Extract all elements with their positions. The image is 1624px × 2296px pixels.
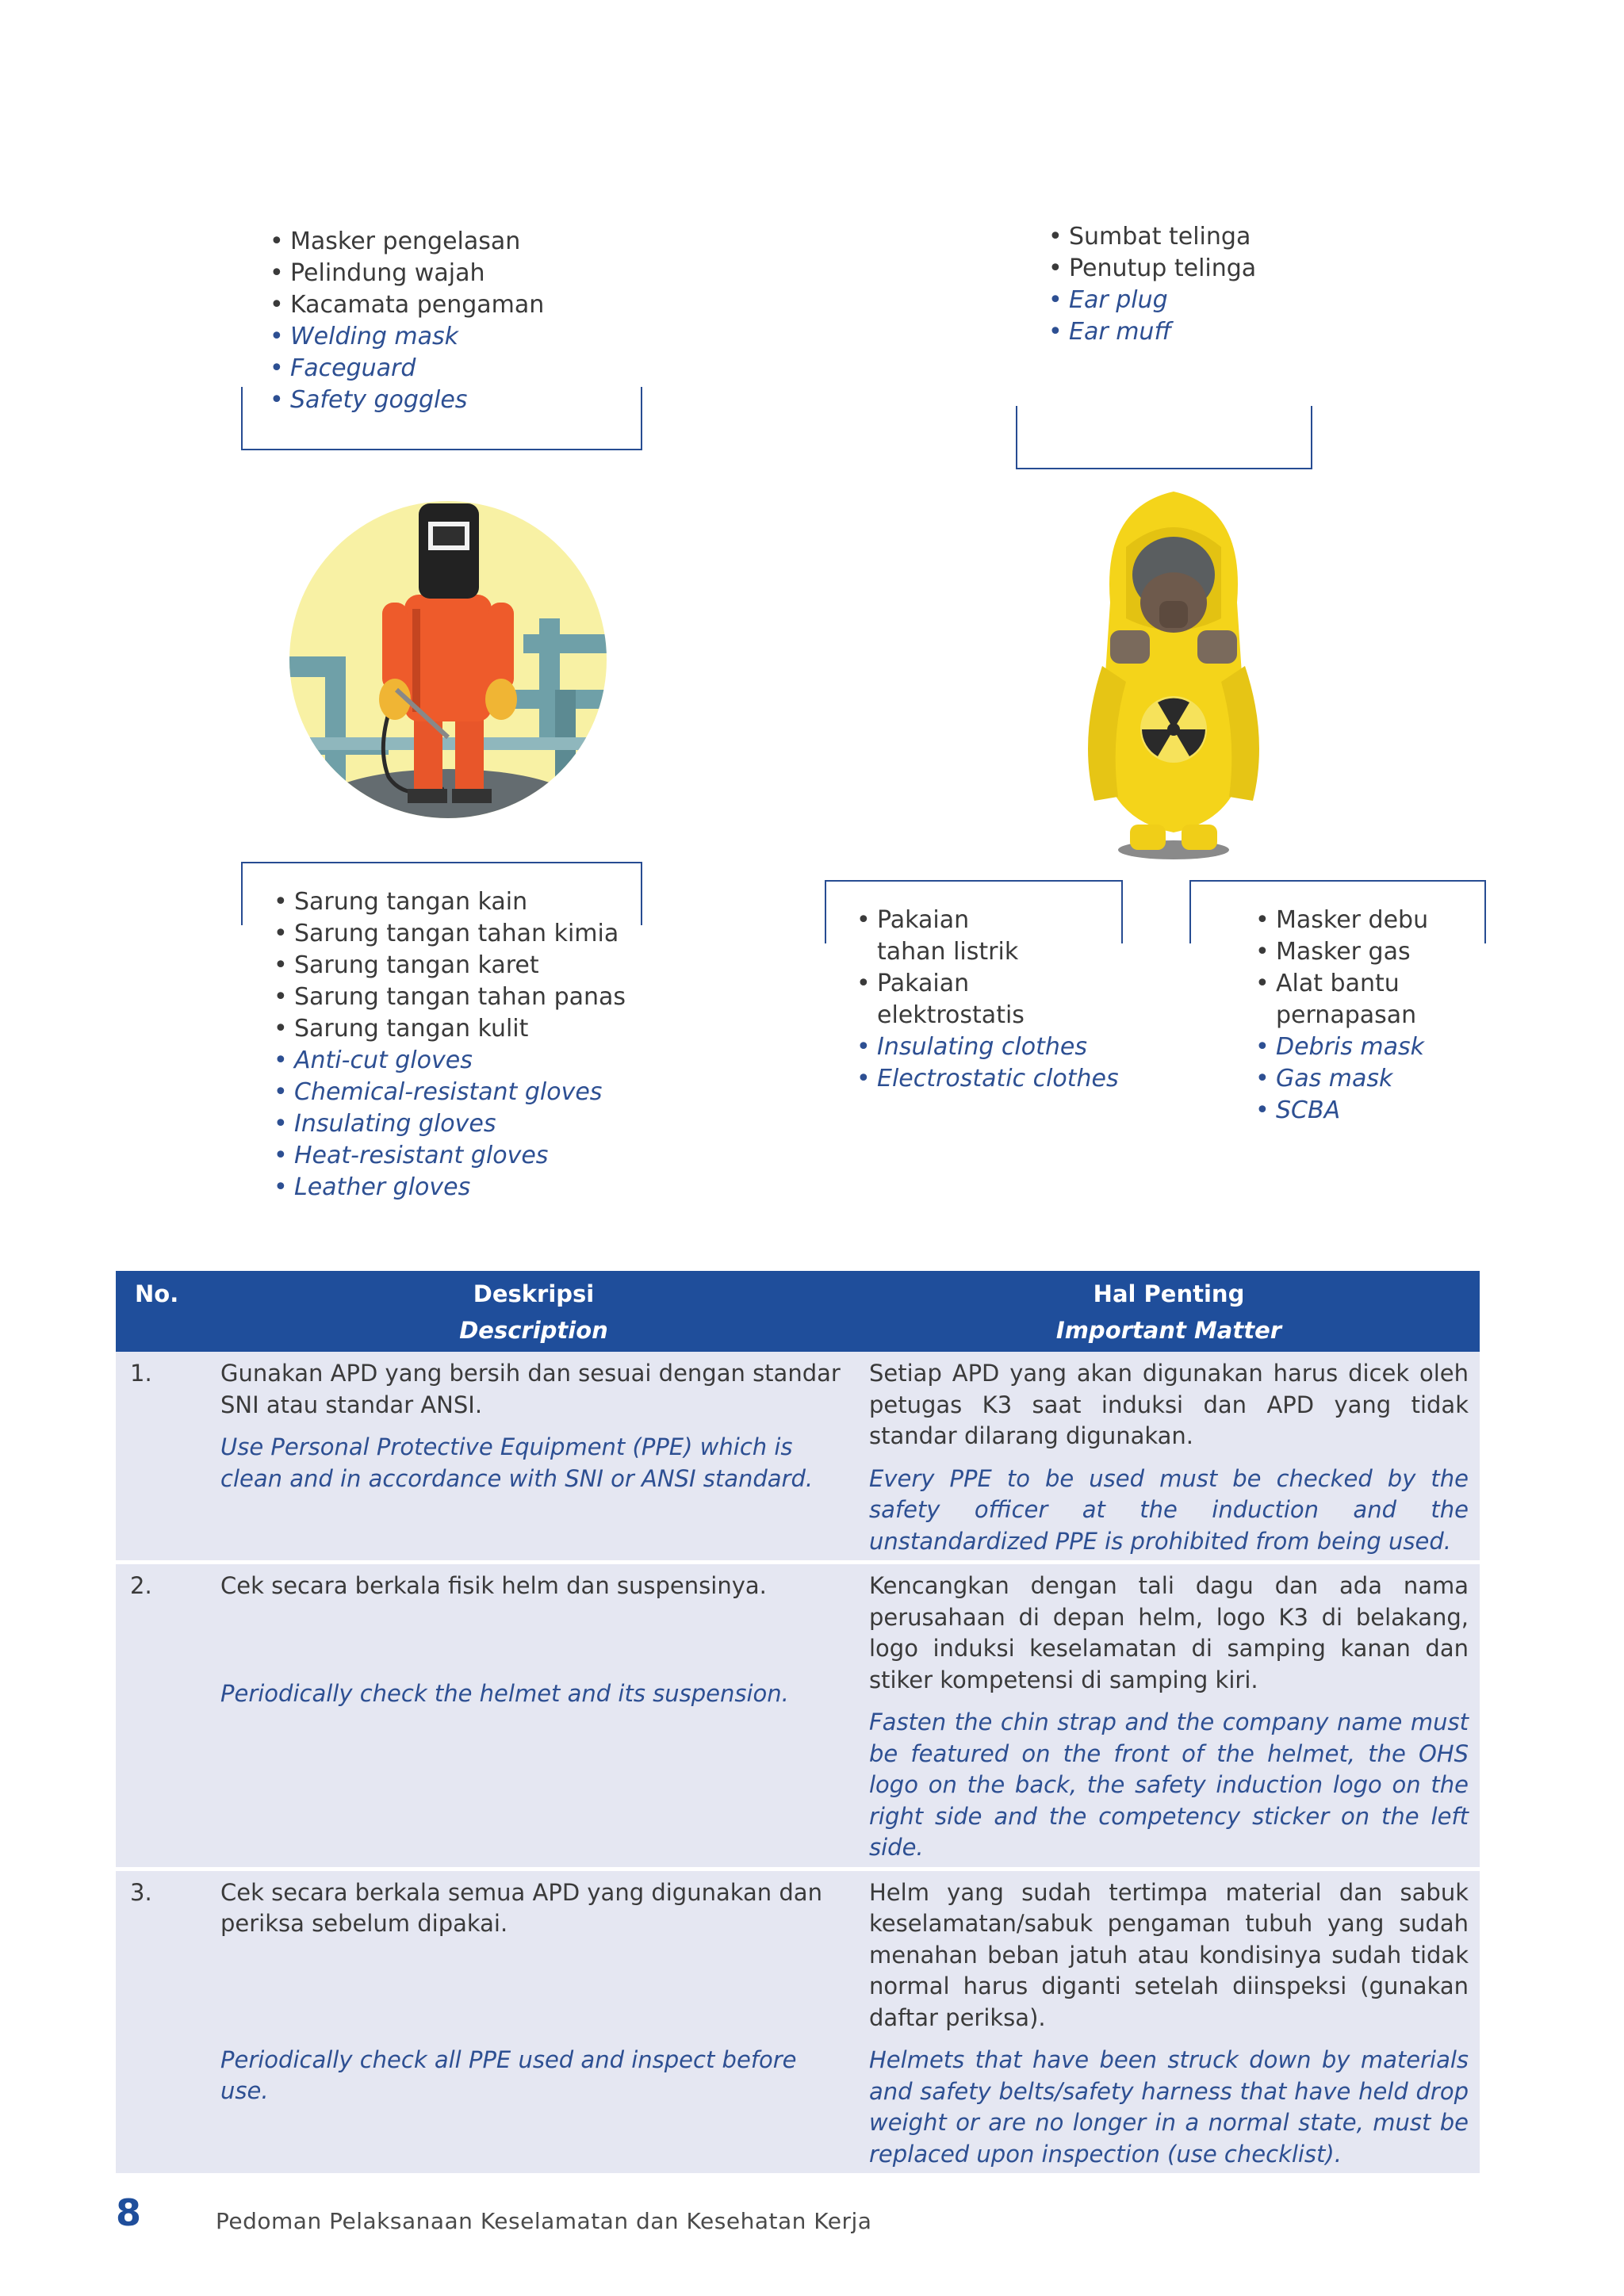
row-important [858, 1869, 1480, 2175]
row-number: 2. [116, 1563, 209, 1869]
list-item: • Sarung tangan tahan panas [274, 982, 626, 1013]
row-description [209, 1563, 858, 1869]
header-description: Deskripsi [209, 1271, 858, 1312]
description-text: Cek secara berkala semua APD yang digunakan dan periksa sebelum dipakai. [220, 1878, 822, 1937]
row-description [209, 1869, 858, 2175]
list-item: • Alat bantu pernapasan [1255, 968, 1450, 1031]
important-text: Setiap APD yang akan digunakan harus dicek oleh petugas K3 saat induksi dan APD yang tidak standar dilarang digunakan. [869, 1360, 1469, 1449]
list-item: • Electrostatic clothes [856, 1063, 1110, 1095]
list-item: • Ear muff [1048, 316, 1256, 348]
row-description [209, 1352, 858, 1563]
important-text-en: Fasten the chin strap and the company name must be featured on the front of the helmet, the OHS logo on the back, the safety induction logo on the right side and the competency sticker on the left side. [869, 1709, 1469, 1861]
list-item: • Pelindung wajah [270, 258, 544, 289]
list-item: • Welding mask [270, 321, 544, 353]
hazmat-suit-illustration [1055, 484, 1293, 864]
list-item: • Chemical-resistant gloves [274, 1077, 626, 1108]
respiratory-list [1255, 905, 1461, 1127]
list-item: • Leather gloves [274, 1172, 626, 1203]
description-text: Gunakan APD yang bersih dan sesuai dengan standar SNI atau standar ANSI. [220, 1360, 841, 1418]
header-no: No. [116, 1271, 209, 1352]
description-text: Cek secara berkala fisik helm dan suspensinya. [220, 1572, 767, 1599]
footer-title: Pedoman Pelaksanaan Keselamatan dan Kesehatan Kerja [216, 2208, 872, 2234]
important-text: Helm yang sudah tertimpa material dan sabuk keselamatan/sabuk pengaman tubuh yang sudah menahan beban jatuh atau kondisinya sudah tidak normal harus diganti setelah diinspeksi (gunakan daftar periksa). [869, 1878, 1469, 2031]
list-item: • Sarung tangan kulit [274, 1013, 626, 1045]
list-item: • Ear plug [1048, 285, 1256, 316]
ppe-guidelines-table [116, 1271, 1480, 2177]
list-item: • Penutup telinga [1048, 253, 1256, 285]
list-item: • Masker gas [1255, 936, 1461, 968]
header-important-matter: Hal Penting [858, 1271, 1480, 1312]
list-item: • Insulating gloves [274, 1108, 626, 1140]
description-text-en: Periodically check the helmet and its suspension. [220, 1679, 789, 1707]
important-text-en: Every PPE to be used must be checked by the safety officer at the induction and the unstandardized PPE is prohibited from being used. [869, 1464, 1469, 1555]
table-row [116, 1869, 1480, 2175]
row-important [858, 1352, 1480, 1563]
list-item: • Masker debu [1255, 905, 1461, 936]
list-item: • Sarung tangan kain [274, 886, 626, 918]
table-row [116, 1352, 1480, 1563]
ear-list-bracket [1016, 406, 1312, 469]
list-item: • Sarung tangan karet [274, 950, 626, 982]
row-number: 3. [116, 1869, 209, 2175]
list-item: • Insulating clothes [856, 1031, 1110, 1063]
row-number: 1. [116, 1352, 209, 1563]
ear-protection-list [1048, 221, 1256, 348]
list-item: • Kacamata pengaman [270, 289, 544, 321]
list-item: • Sarung tangan tahan kimia [274, 918, 626, 950]
list-item: • Pakaian elektrostatis [856, 968, 1059, 1031]
header-important-matter-en: Important Matter [858, 1312, 1480, 1352]
face-list-bracket [241, 387, 642, 450]
list-item: • Debris mask [1255, 1031, 1461, 1063]
important-text: Kencangkan dengan tali dagu dan ada nama perusahaan di depan helm, logo K3 di belakang, logo induksi keselamatan di samping kanan dan stiker kompetensi di samping kiri. [869, 1572, 1469, 1693]
header-description-en: Description [209, 1312, 858, 1352]
welder-illustration [285, 476, 611, 825]
clothes-list [856, 905, 1119, 1095]
page-number: 8 [116, 2191, 142, 2234]
list-item: • Masker pengelasan [270, 226, 544, 258]
description-text-en: Periodically check all PPE used and inspect before use. [220, 2045, 797, 2104]
list-item: • Gas mask [1255, 1063, 1461, 1095]
list-item: • Faceguard [270, 353, 544, 385]
row-important [858, 1563, 1480, 1869]
description-text-en: Use Personal Protective Equipment (PPE) which is clean and in accordance with SNI or ANSI standard. [220, 1433, 814, 1492]
gloves-list [274, 886, 626, 1203]
list-item: • Pakaian tahan listrik [856, 905, 1028, 968]
list-item: • Heat-resistant gloves [274, 1140, 626, 1172]
important-text-en: Helmets that have been struck down by materials and safety belts/safety harness that have held drop weight or are no longer in a normal state, must be replaced upon inspection (use checklist). [869, 2046, 1469, 2168]
list-item: • SCBA [1255, 1095, 1461, 1127]
list-item: • Anti-cut gloves [274, 1045, 626, 1077]
list-item: • Safety goggles [270, 385, 544, 416]
table-row [116, 1563, 1480, 1869]
list-item: • Sumbat telinga [1048, 221, 1256, 253]
